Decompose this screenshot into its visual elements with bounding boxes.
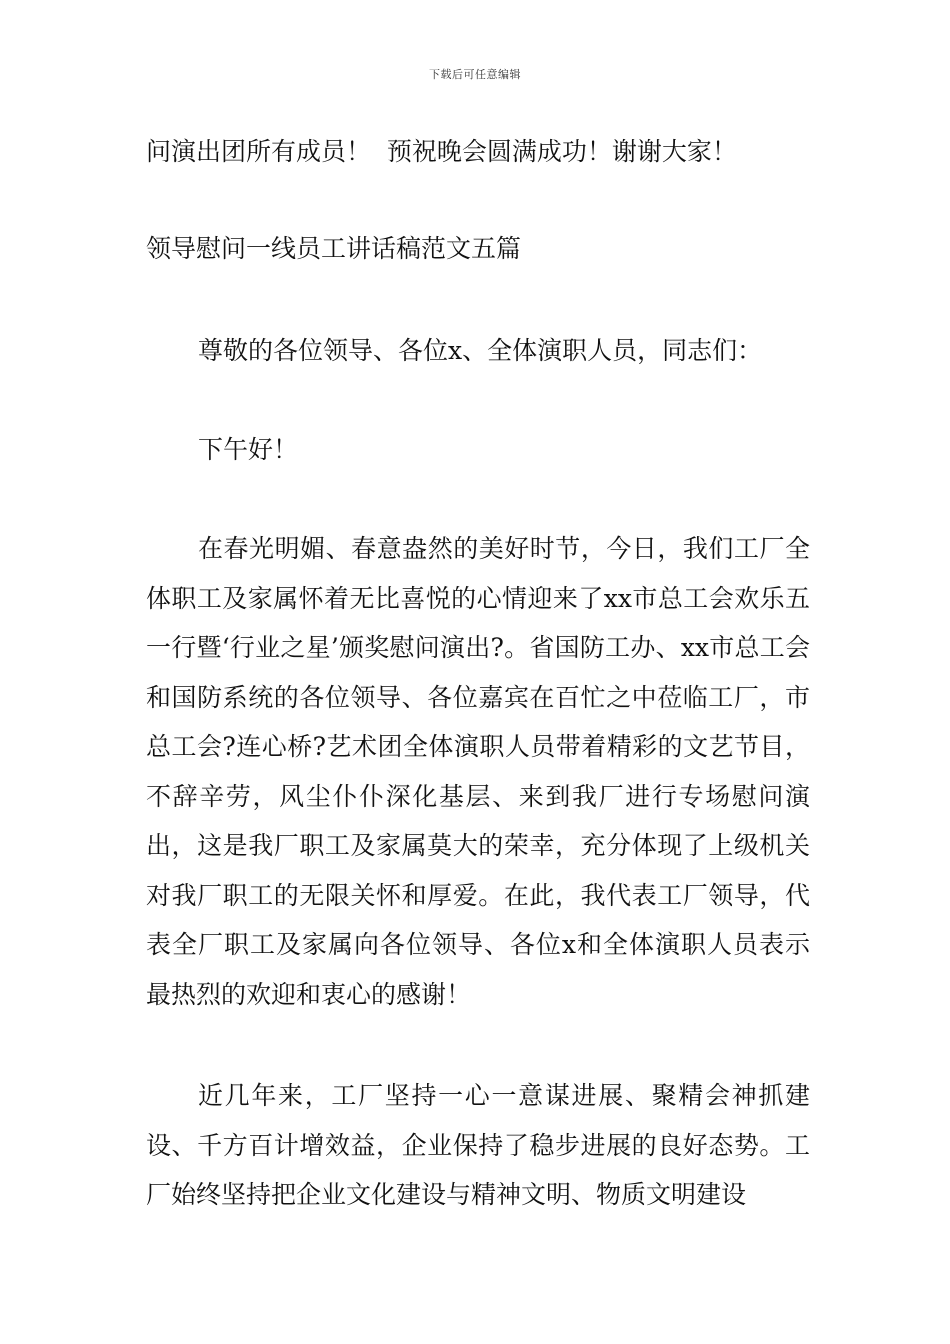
header-note: 下载后可任意编辑: [429, 68, 521, 81]
closing-line: 问演出团所有成员！ 预祝晚会圆满成功！谢谢大家！: [146, 137, 737, 166]
salutation-paragraph: 尊敬的各位领导、各位x、全体演职人员，同志们：: [198, 336, 763, 365]
body-paragraph-1: 在春光明媚、春意盎然的美好时节，今日，我们工厂全体职工及家属怀着无比喜悦的心情迎来了xx市总工会欢乐五一行暨‘行业之星’颁奖慰问演出?。省国防工办、xx市总工会和国防系统的各位领导、各位嘉宾在百忙之中莅临工厂，市总工会?连心桥?艺术团全体演职人员带着精彩的文艺节目，不辞辛劳，风尘仆仆深化基层、来到我厂进行专场慰问演出，这是我厂职工及家属莫大的荣幸，充分体现了上级机关对我厂职工的无限关怀和厚爱。在此，我代表工厂领导，代表全厂职工及家属向各位领导、各位x和全体演职人员表示最热烈的欢迎和衷心的感谢！: [146, 534, 810, 1009]
section-title: 领导慰问一线员工讲话稿范文五篇: [146, 234, 522, 263]
greeting-paragraph: 下午好！: [198, 435, 299, 464]
body-paragraph-2: 近几年来，工厂坚持一心一意谋进展、聚精会神抓建设、千方百计增效益，企业保持了稳步进展的良好态势。工厂始终坚持把企业文化建设与精神文明、物质文明建设: [146, 1081, 810, 1209]
